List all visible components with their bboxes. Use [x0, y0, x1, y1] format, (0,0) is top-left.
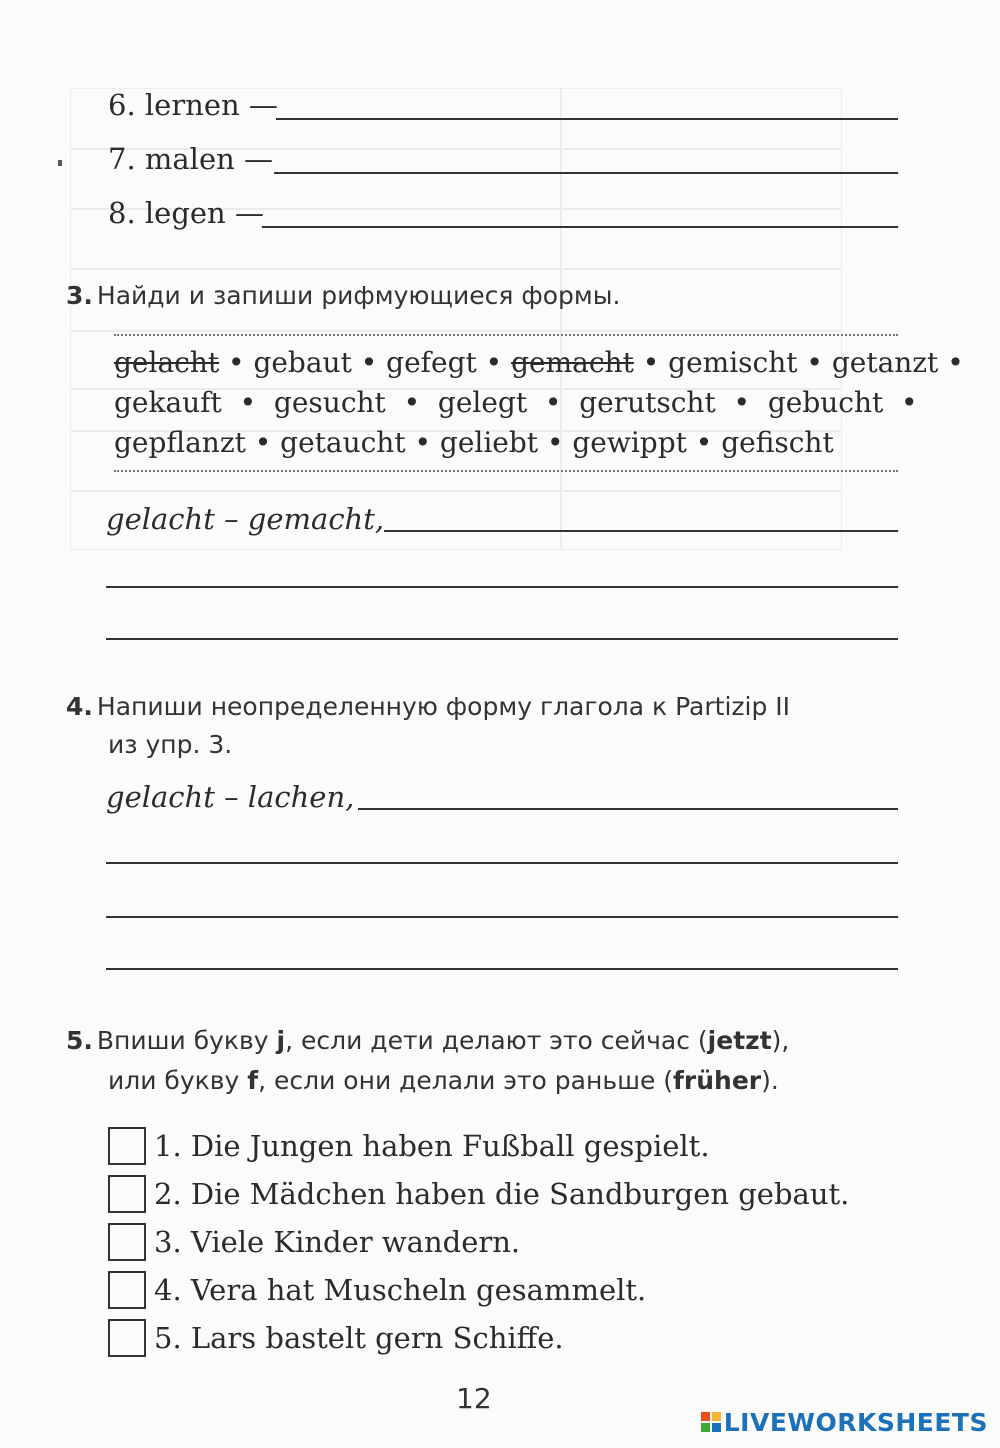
bleed-through-line [70, 268, 842, 270]
exercise-3-answer-1[interactable] [384, 530, 898, 532]
exercise-5-title: 5. Впиши букву j, если дети делают это сейчас (jetzt), [66, 1026, 790, 1055]
word-gelacht: gelacht [114, 346, 220, 379]
word-list-line-2: gekauft • gesucht • gelegt • gerutscht • gebucht • [114, 386, 918, 419]
bleed-through-line [560, 88, 562, 550]
stray-mark [58, 160, 62, 166]
exercise-3-answer-3[interactable] [106, 638, 898, 640]
exercise-5-number: 5. [66, 1026, 93, 1055]
answer-box-1[interactable] [108, 1127, 146, 1165]
logo-text: LIVEWORKSHEETS [723, 1407, 988, 1437]
answer-box-3[interactable] [108, 1223, 146, 1261]
exercise-5-title-line-2: или букву f, если они делали это раньше (früher). [108, 1066, 779, 1095]
logo-blocks-icon [701, 1412, 721, 1432]
verb-answer-7[interactable] [274, 172, 898, 174]
sentence-row-3 [108, 1220, 520, 1264]
sentence-5: 5. Lars bastelt gern Schiffe. [154, 1321, 564, 1355]
sentence-row-2 [108, 1172, 849, 1216]
word-list-line-1: gelacht • gebaut • gefegt • gemacht • gemischt • getanzt • [114, 346, 964, 379]
bleed-through-line [70, 330, 842, 332]
answer-box-4[interactable] [108, 1271, 146, 1309]
bleed-through-line [70, 490, 842, 492]
word-box-bottom-border [114, 470, 898, 472]
exercise-3-title: 3. Найди и запиши рифмующиеся формы. [66, 281, 621, 310]
verb-item-6: 6. lernen — [108, 88, 278, 122]
exercise-4-title-line-2: из упр. 3. [108, 730, 233, 759]
word-list-line-3: gepflanzt • getaucht • geliebt • gewippt • gefischt [114, 426, 834, 459]
verb-item-8: 8. legen — [108, 196, 264, 230]
sentence-row-4 [108, 1268, 646, 1312]
word-gemacht: gemacht [511, 346, 634, 379]
verb-answer-8[interactable] [262, 226, 898, 228]
verb-item-7: 7. malen — [108, 142, 274, 176]
page-number: 12 [456, 1382, 492, 1415]
sentence-row-5 [108, 1316, 564, 1360]
word-gemischt: gemischt [668, 346, 798, 379]
exercise-4-example: gelacht – lachen, [106, 780, 355, 814]
sentence-3: 3. Viele Kinder wandern. [154, 1225, 521, 1259]
sentence-row-1 [108, 1124, 710, 1168]
word-gefegt: gefegt [386, 346, 477, 379]
exercise-4-answer-4[interactable] [106, 968, 898, 970]
exercise-4-title: 4. Напиши неопределенную форму глагола к Partizip II [66, 692, 791, 721]
exercise-4-answer-3[interactable] [106, 916, 898, 918]
verb-answer-6[interactable] [276, 118, 898, 120]
exercise-3-answer-2[interactable] [106, 586, 898, 588]
liveworksheets-logo[interactable] [701, 1404, 988, 1440]
word-box-top-border [114, 334, 898, 336]
word-gebaut: gebaut [253, 346, 352, 379]
exercise-4-answer-1[interactable] [358, 808, 898, 810]
exercise-3-example: gelacht – gemacht, [106, 502, 385, 536]
sentence-2: 2. Die Mädchen haben die Sandburgen gebaut. [154, 1177, 850, 1211]
answer-box-2[interactable] [108, 1175, 146, 1213]
exercise-3-number: 3. [66, 281, 93, 310]
sentence-4: 4. Vera hat Muscheln gesammelt. [154, 1273, 647, 1307]
word-getanzt: getanzt [831, 346, 939, 379]
exercise-4-answer-2[interactable] [106, 862, 898, 864]
sentence-1: 1. Die Jungen haben Fußball gespielt. [154, 1129, 710, 1163]
exercise-4-number: 4. [66, 692, 93, 721]
answer-box-5[interactable] [108, 1319, 146, 1357]
